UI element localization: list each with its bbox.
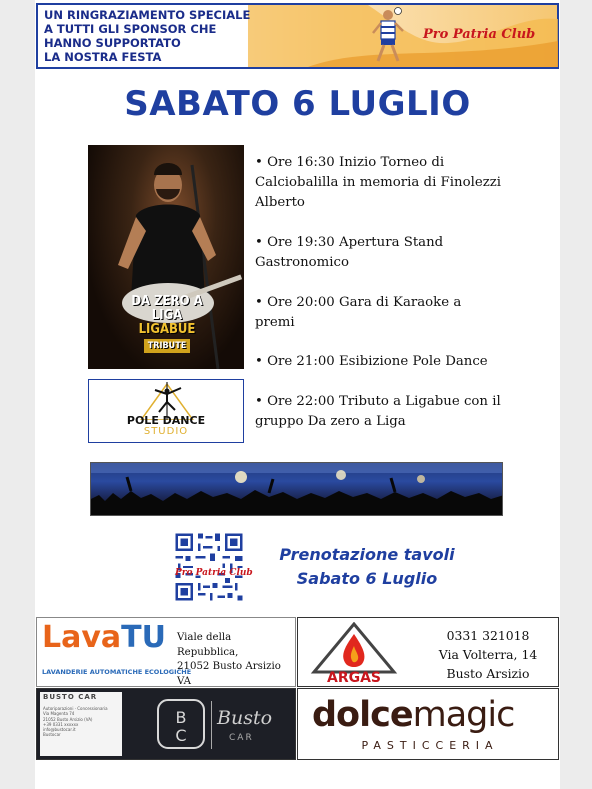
concert-crowd-photo [90, 462, 503, 516]
busto-card-line: Autoriparazioni · Concessionaria [43, 706, 108, 711]
lavatu-address-line2: 21052 Busto Arsizio VA [177, 661, 281, 687]
event-item-2: • Ore 19:30 Apertura Stand Gastronomico [255, 235, 444, 270]
divider [211, 701, 212, 749]
argas-name: ARGAS [326, 670, 382, 684]
dolcemagic-logo [312, 695, 514, 735]
banner-line-4: LA NOSTRA FESTA [44, 50, 162, 64]
argas-address-line1: Via Volterra, 14 [438, 647, 538, 662]
sponsor-busto-car [36, 688, 296, 760]
sponsor-dolcemagic [297, 688, 559, 760]
band-logo-line1: DA ZERO A LIGA [131, 294, 203, 323]
booking-line-2: Sabato 6 Luglio [296, 569, 438, 588]
event-item-3: • Ore 20:00 Gara di Karaoke a premi [255, 295, 462, 330]
pro-patria-club-logo: Pro Patria Club [423, 27, 536, 42]
band-logo [118, 295, 216, 353]
pasticceria-label: PASTICCERIA [361, 739, 499, 752]
dolcemagic-part1: dolce [312, 695, 413, 735]
pole-dance-studio-logo [88, 379, 244, 443]
banner-line-2: A TUTTI GLI SPONSOR CHE [44, 22, 217, 36]
car-wordmark: CAR [229, 733, 254, 743]
banner-text [44, 8, 250, 64]
sponsor-lavatu [36, 617, 296, 687]
banner-line-1: UN RINGRAZIAMENTO SPECIALE [44, 8, 251, 22]
busto-card-line: info@bustocar.it [43, 727, 76, 733]
lavatu-logo-part2: TU [121, 620, 166, 655]
argas-flame-logo [304, 622, 404, 684]
event-item-1: • Ore 16:30 Inizio Torneo di Calciobalilla in memoria di Finolezzi Alberto [255, 155, 501, 210]
pole-dance-label: POLE DANCE [126, 414, 206, 427]
dolcemagic-part2: magic [412, 695, 515, 735]
studio-label: STUDIO [143, 426, 189, 437]
argas-contact [423, 626, 553, 683]
band-logo-line2: LIGABUE [138, 322, 196, 337]
argas-phone: 0331 321018 [446, 628, 530, 643]
argas-address-line2: Busto Arsizio [446, 666, 530, 681]
crowd-silhouette [91, 463, 503, 516]
busto-card-title: BUSTO CAR [43, 693, 98, 701]
booking-info [175, 543, 482, 591]
lavatu-tagline: LAVANDERIE AUTOMATICHE ECOLOGICHE [42, 668, 192, 676]
banner-line-3: HANNO SUPPORTATO [44, 36, 181, 50]
sponsor-argas [297, 617, 559, 687]
busto-wordmark: Busto [217, 707, 273, 729]
event-item-5: • Ore 22:00 Tributo a Ligabue con il gruppo Da zero a Liga [255, 394, 501, 429]
lavatu-address-line1: Viale della Repubblica, [177, 632, 239, 658]
football-player-icon [368, 7, 408, 65]
band-logo-tag: TRIBUTE [144, 339, 191, 353]
band-photo [88, 145, 244, 369]
qr-club-logo: Pro Patria Club [175, 568, 253, 578]
busto-card-line: Bustocar [43, 732, 61, 738]
booking-line-1: Prenotazione tavoli [279, 545, 455, 564]
busto-car-business-card [40, 692, 122, 756]
busto-card-details [43, 706, 108, 738]
lavatu-logo [42, 622, 166, 654]
page-title: SABATO 6 LUGLIO [124, 84, 471, 124]
thanks-banner [36, 3, 559, 69]
busto-card-line: +39 0331 xxxxxx [43, 721, 79, 727]
svg-text:C: C [175, 726, 187, 745]
bc-monogram-icon [155, 697, 207, 751]
busto-card-line: 21052 Busto Arsizio (VA) [43, 716, 93, 722]
event-item-4: • Ore 21:00 Esibizione Pole Dance [255, 354, 488, 369]
svg-text:B: B [175, 708, 187, 727]
lavatu-logo-part1: Lava [42, 620, 122, 655]
busto-card-line: Via Magenta 74 [43, 711, 75, 717]
